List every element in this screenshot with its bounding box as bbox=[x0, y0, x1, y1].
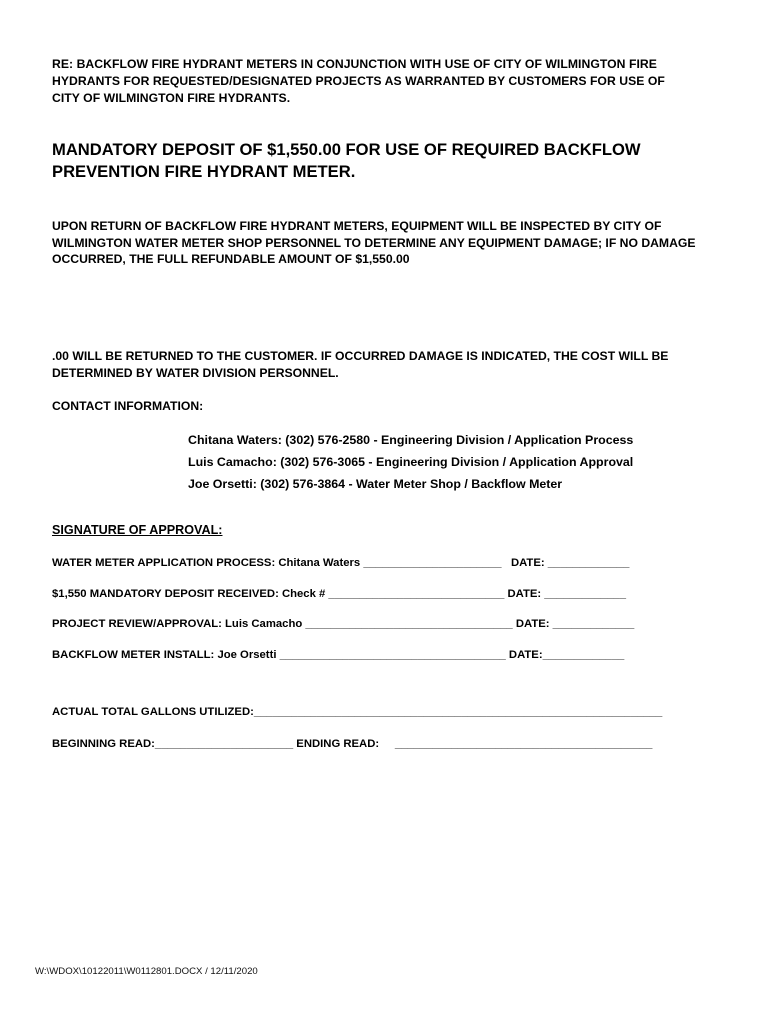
contact-heading: CONTACT INFORMATION: bbox=[52, 399, 204, 413]
project-approval-line[interactable]: PROJECT REVIEW/APPROVAL: Luis Camacho _________________________________ DATE: _____________ bbox=[52, 618, 635, 630]
re-paragraph: RE: BACKFLOW FIRE HYDRANT METERS IN CONJUNCTION WITH USE OF CITY OF WILMINGTON FIRE HYDRANTS FOR REQUESTED/DESIGNATED PROJECTS AS WARRANTED BY CUSTOMERS FOR USE OF CITY OF WILMINGTON FIRE HYDRANTS. bbox=[52, 57, 665, 105]
signature-heading: SIGNATURE OF APPROVAL: bbox=[52, 523, 223, 537]
meter-reads-line[interactable]: BEGINNING READ:______________________ ENDING READ: _________________________________________ bbox=[52, 738, 653, 750]
upon-return-paragraph: UPON RETURN OF BACKFLOW FIRE HYDRANT METERS, EQUIPMENT WILL BE INSPECTED BY CITY OF WILMINGTON WATER METER SHOP PERSONNEL TO DETERMINE ANY EQUIPMENT DAMAGE; IF NO DAMAGE OCCURRED, THE FULL REFUNDABLE AMOUNT OF $1,550.00 bbox=[52, 219, 696, 266]
contact-entry-joe: Joe Orsetti: (302) 576-3864 - Water Meter Shop / Backflow Meter bbox=[188, 477, 563, 491]
application-process-line[interactable]: WATER METER APPLICATION PROCESS: Chitana Waters ______________________ DATE: _____________ bbox=[52, 557, 630, 569]
mandatory-deposit-heading: MANDATORY DEPOSIT OF $1,550.00 FOR USE OF REQUIRED BACKFLOW PREVENTION FIRE HYDRANT METER. bbox=[52, 140, 641, 181]
returned-paragraph: .00 WILL BE RETURNED TO THE CUSTOMER. IF OCCURRED DAMAGE IS INDICATED, THE COST WILL BE DETERMINED BY WATER DIVISION PERSONNEL. bbox=[52, 349, 669, 380]
document-path-footer: W:\WDOX\10122011\W0112801.DOCX / 12/11/2020 bbox=[35, 966, 258, 977]
deposit-received-line[interactable]: $1,550 MANDATORY DEPOSIT RECEIVED: Check # ____________________________ DATE: _____________ bbox=[52, 588, 626, 600]
contact-list bbox=[188, 429, 748, 495]
total-gallons-line[interactable]: ACTUAL TOTAL GALLONS UTILIZED:_________________________________________________________________ bbox=[52, 706, 663, 718]
contact-entry-chitana: Chitana Waters: (302) 576-2580 - Engineering Division / Application Process bbox=[188, 433, 634, 447]
contact-entry-luis: Luis Camacho: (302) 576-3065 - Engineering Division / Application Approval bbox=[188, 455, 634, 469]
meter-install-line[interactable]: BACKFLOW METER INSTALL: Joe Orsetti ____________________________________ DATE:_____________ bbox=[52, 649, 625, 661]
